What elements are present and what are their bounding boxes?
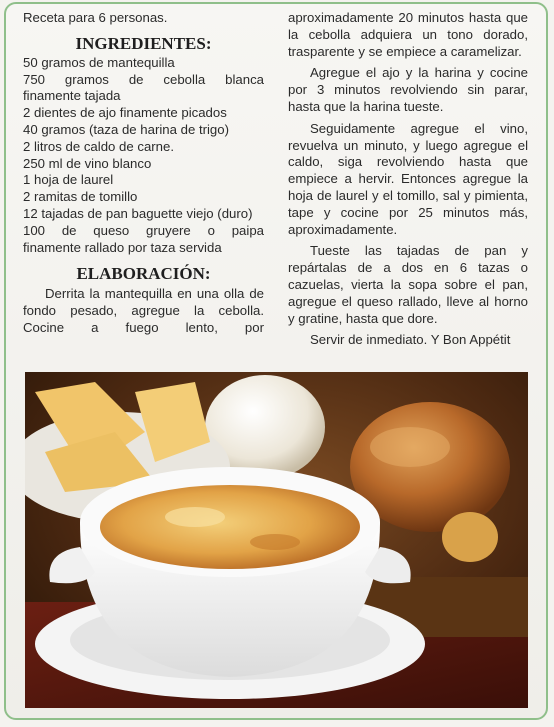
onion-soup-photo xyxy=(25,372,528,708)
ingredients-heading: INGREDIENTES: xyxy=(75,33,212,53)
servings-text: Receta para 6 personas. xyxy=(23,10,168,25)
step-paragraph: aproximadamente 20 minutos hasta que la cebolla adquiera un tono dorado, trasparente y se empiece a caramelizar. xyxy=(288,10,528,59)
elaboration-heading: ELABORACIÓN: xyxy=(76,264,211,284)
step-paragraph: Seguidamente agregue el vino, revuelva un minuto, y luego agregue el caldo, siga revolviendo hasta que empiece a hervir. Entonces agregue la hoja de laurel y el tomillo, sal y pimienta, tape y cocine por 25 minutos más, aproximadamente. xyxy=(288,120,528,237)
ingredient-item: 40 gramos (taza de harina de trigo) xyxy=(23,121,229,137)
ingredient-item: finamente tajada xyxy=(23,88,121,104)
right-column xyxy=(288,10,528,349)
closing-line: Servir de inmediato. Y Bon Appétit xyxy=(310,332,511,348)
ingredient-item: 2 dientes de ajo finamente picados xyxy=(23,105,227,121)
ingredient-item: 250 ml de vino blanco xyxy=(23,155,152,171)
ingredient-item: 12 tajadas de pan baguette viejo (duro) xyxy=(23,205,253,221)
ingredient-item: 100 de queso gruyere o paipa xyxy=(23,222,264,238)
ingredient-item: 1 hoja de laurel xyxy=(23,172,114,188)
step-paragraph: Tueste las tajadas de pan y repártalas de a dos en 6 tazas o cazuelas, vierta la sopa sobre el pan, agregue el queso rallado, lleve al horno y gratine, hasta que dore. xyxy=(288,243,528,326)
left-column xyxy=(23,10,264,337)
elaboration-paragraph: Derrita la mantequilla en una olla de fondo pesado, agregue la cebolla. Cocine a fuego lento, por xyxy=(23,286,264,335)
ingredients-list xyxy=(23,55,264,257)
step-paragraph: Agregue el ajo y la harina y cocine por 3 minutos revolviendo sin parar, hasta que la harina tueste. xyxy=(288,65,528,114)
ingredient-item: finamente rallado por taza servida xyxy=(23,239,222,255)
ingredient-item: 2 ramitas de tomillo xyxy=(23,189,138,205)
ingredient-item: 2 litros de caldo de carne. xyxy=(23,138,175,154)
ingredient-item: 50 gramos de mantequilla xyxy=(23,54,175,70)
ingredient-item: 750 gramos de cebolla blanca xyxy=(23,71,264,87)
